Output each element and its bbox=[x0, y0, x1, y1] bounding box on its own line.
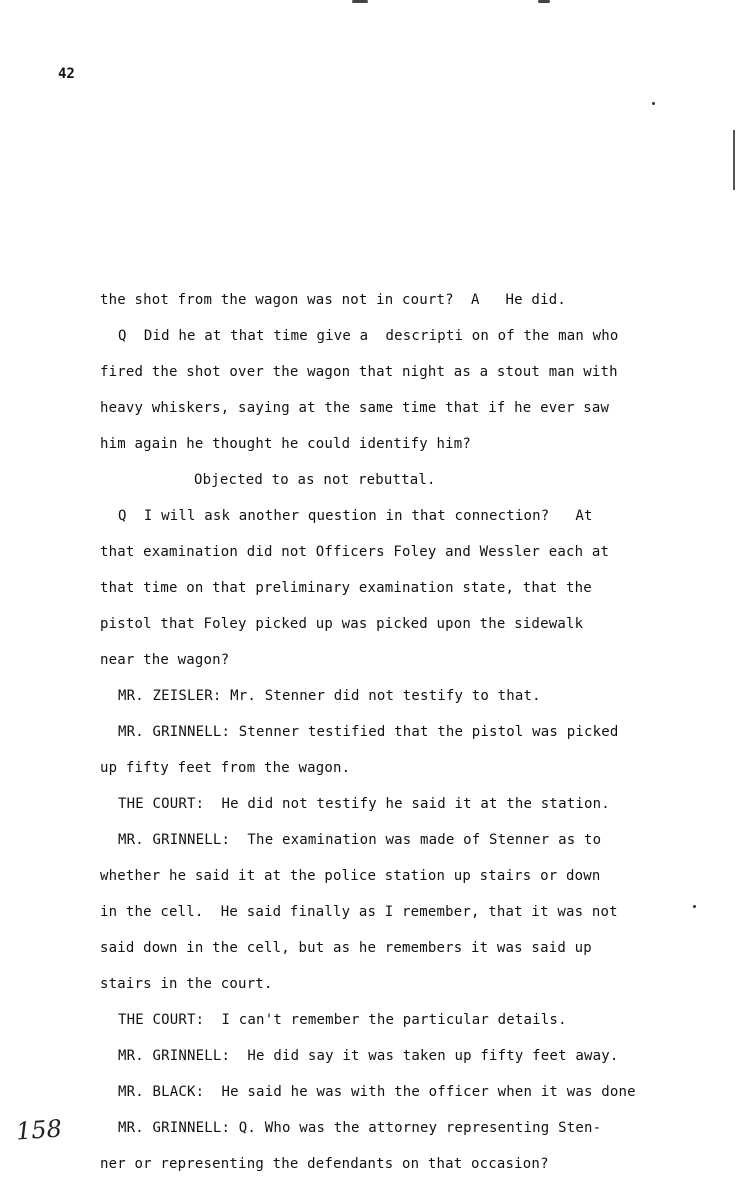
transcript-line: ner or representing the defendants on that occasion? bbox=[100, 1156, 549, 1172]
transcript-line: MR. ZEISLER: Mr. Stenner did not testify to that. bbox=[118, 688, 541, 704]
transcript-line: pistol that Foley picked up was picked upon the sidewalk bbox=[100, 616, 584, 632]
transcript-line: that examination did not Officers Foley and Wessler each at bbox=[100, 544, 610, 560]
transcript-line: in the cell. He said finally as I remember, that it was not bbox=[100, 904, 618, 920]
transcript-line: MR. BLACK: He said he was with the officer when it was done bbox=[118, 1084, 636, 1100]
transcript-line: whether he said it at the police station up stairs or down bbox=[100, 868, 601, 884]
transcript-line: MR. GRINNELL: Q. Who was the attorney representing Sten- bbox=[118, 1120, 602, 1136]
scan-speck bbox=[652, 102, 655, 105]
transcript-line: up fifty feet from the wagon. bbox=[100, 760, 351, 776]
transcript-line: the shot from the wagon was not in court? A He did. bbox=[100, 292, 566, 308]
transcript-line: fired the shot over the wagon that night as a stout man with bbox=[100, 364, 618, 380]
transcript-line: MR. GRINNELL: Stenner testified that the pistol was picked bbox=[118, 724, 619, 740]
objection-line: Objected to as not rebuttal. bbox=[194, 472, 436, 488]
scan-mark bbox=[538, 0, 550, 3]
transcript-line: THE COURT: I can't remember the particular details. bbox=[118, 1012, 567, 1028]
page-number: 42 bbox=[58, 66, 75, 82]
scan-speck bbox=[693, 905, 696, 908]
transcript-line: heavy whiskers, saying at the same time that if he ever saw bbox=[100, 400, 610, 416]
transcript-line: Q I will ask another question in that connection? At bbox=[118, 508, 593, 524]
transcript-line: that time on that preliminary examination state, that the bbox=[100, 580, 592, 596]
transcript-line: stairs in the court. bbox=[100, 976, 273, 992]
scan-mark bbox=[352, 0, 368, 3]
handwritten-margin-note: 158 bbox=[15, 1114, 63, 1146]
transcript-line: said down in the cell, but as he remembers it was said up bbox=[100, 940, 592, 956]
transcript-line: THE COURT: He did not testify he said it at the station. bbox=[118, 796, 610, 812]
transcript-line: MR. GRINNELL: The examination was made of Stenner as to bbox=[118, 832, 602, 848]
transcript-line: him again he thought he could identify him? bbox=[100, 436, 472, 452]
scan-edge-mark bbox=[733, 130, 735, 190]
transcript-line: near the wagon? bbox=[100, 652, 230, 668]
transcript-line: Q Did he at that time give a descripti on of the man who bbox=[118, 328, 619, 344]
transcript-line: MR. GRINNELL: He did say it was taken up fifty feet away. bbox=[118, 1048, 619, 1064]
